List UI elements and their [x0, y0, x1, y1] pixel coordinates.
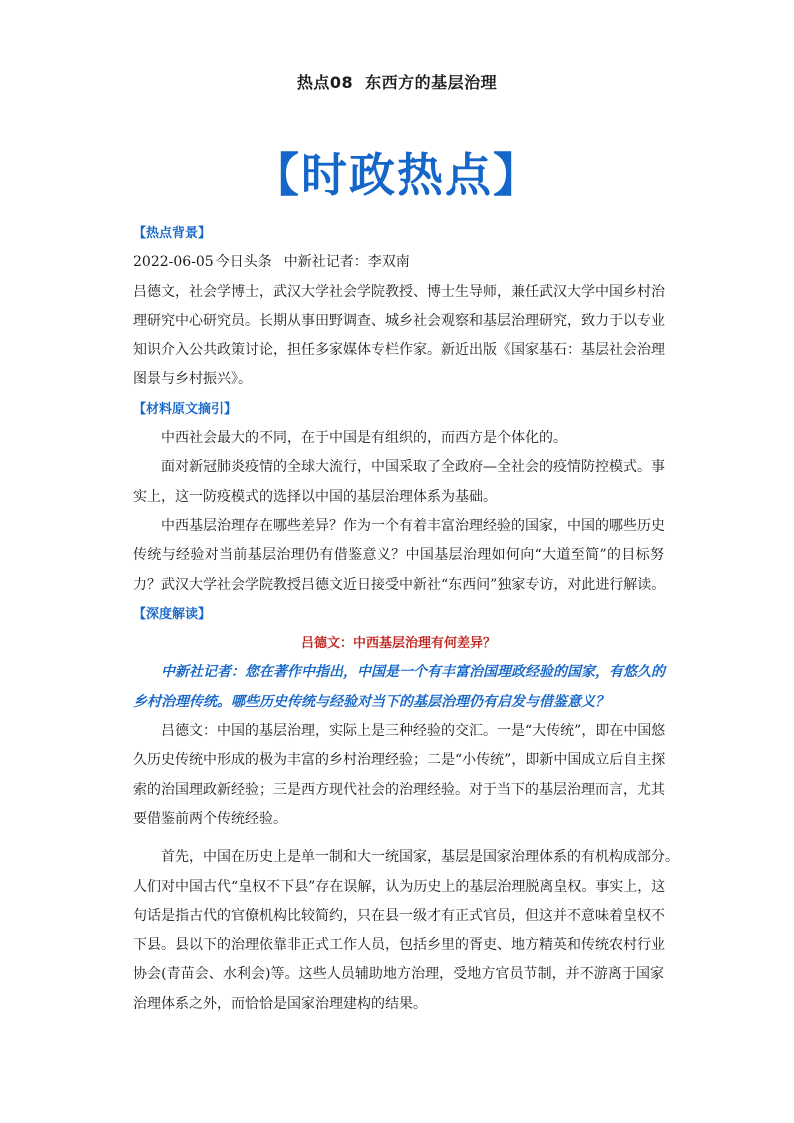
bio-line: 图景与乡村振兴》。 — [133, 371, 252, 388]
excerpt-line: 中西基层治理存在哪些差异？作为一个有着丰富治理经验的国家，中国的哪些历史 — [161, 517, 665, 534]
document-title — [0, 70, 794, 93]
excerpt-paragraph-2 — [133, 453, 664, 512]
interview-question — [133, 658, 664, 717]
title-topic: 东西方的基层治理 — [365, 73, 498, 92]
section-heading-excerpt: 【材料原文摘引】 — [133, 401, 238, 417]
section-heading-analysis: 【深度解读】 — [133, 606, 212, 622]
answer-line: 要借鉴前两个传统经验。 — [133, 810, 287, 827]
answer-line: 句话是指古代的官僚机构比较简约，只在县一级才有正式官员，但这并不意味着皇权不 — [133, 907, 665, 924]
question-line: 中新社记者：您在著作中指出，中国是一个有丰富治国理政经验的国家，有悠久的 — [161, 664, 665, 681]
answer-line: 人们对中国古代“皇权不下县”存在误解，认为历史上的基层治理脱离皇权。事实上，这 — [133, 878, 666, 895]
reporter-name: 中新社记者：李双南 — [283, 254, 410, 271]
section-heading-background: 【热点背景】 — [133, 226, 212, 241]
bio-line: 吕德文，社会学博士，武汉大学社会学院教授、博士生导师，兼任武汉大学中国乡村治 — [133, 283, 665, 300]
bio-line: 知识介入公共政策讨论，担任多家媒体专栏作家。新近出版《国家基石：基层社会治理 — [133, 342, 665, 359]
bio-paragraph — [133, 278, 664, 395]
excerpt-paragraph-3 — [133, 512, 664, 600]
publish-date: 2022-06-05 — [133, 254, 214, 271]
bio-line: 理研究中心研究员。长期从事田野调查、城乡社会观察和基层治理研究，致力于以专业 — [133, 312, 665, 329]
title-number: 热点08 — [296, 73, 354, 92]
excerpt-line: 力？武汉大学社会学院教授吕德文近日接受中新社“东西问”独家专访，对此进行解读。 — [133, 576, 666, 593]
excerpt-paragraph-1: 中西社会最大的不同，在于中国是有组织的，而西方是个体化的。 — [161, 430, 567, 447]
current-affairs-banner: 【时政热点】 — [253, 148, 541, 202]
source-meta — [133, 248, 664, 277]
answer-line: 协会(青苗会、水利会)等。这些人员辅助地方治理，受地方官员节制，并不游离于国家 — [133, 966, 664, 983]
paragraph-spacer — [133, 834, 664, 843]
excerpt-line: 实上，这一防疫模式的选择以中国的基层治理体系为基础。 — [133, 488, 497, 505]
answer-line: 下县。县以下的治理依靠非正式工作人员，包括乡里的胥吏、地方精英和传统农村行业 — [133, 937, 665, 954]
analysis-subheading: 吕德文：中西基层治理有何差异？ — [300, 636, 496, 652]
answer-line: 久历史传统中形成的极为丰富的乡村治理经验；二是“小传统”，即新中国成立后自主探 — [133, 752, 666, 769]
excerpt-line: 面对新冠肺炎疫情的全球大流行，中国采取了全政府—全社会的疫情防控模式。事 — [161, 459, 665, 476]
answer-paragraph-2 — [133, 843, 679, 1019]
question-line: 乡村治理传统。哪些历史传统与经验对当下的基层治理仍有启发与借鉴意义？ — [133, 693, 609, 710]
answer-line: 索的治国理政新经验；三是西方现代社会的治理经验。对于当下的基层治理而言，尤其 — [133, 781, 665, 798]
excerpt-line: 传统与经验对当前基层治理仍有借鉴意义？中国基层治理如何向“大道至简”的目标努 — [133, 547, 664, 564]
publish-source: 今日头条 — [215, 254, 272, 271]
answer-line: 治理体系之外，而恰恰是国家治理建构的结果。 — [133, 995, 427, 1012]
answer-paragraph-1 — [133, 717, 664, 834]
document-body — [133, 219, 679, 1019]
answer-line: 吕德文：中国的基层治理，实际上是三种经验的交汇。一是“大传统”，即在中国悠 — [161, 723, 666, 740]
answer-line: 首先，中国在历史上是单一制和大一统国家，基层是国家治理体系的有机构成部分。 — [161, 849, 679, 866]
